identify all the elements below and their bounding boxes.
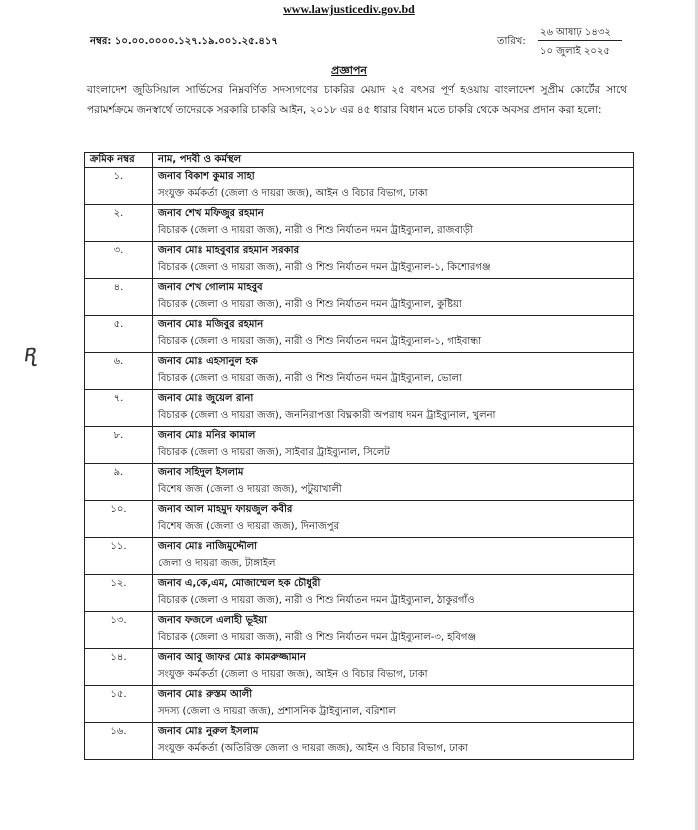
date-divider — [538, 40, 622, 41]
table-row — [85, 538, 634, 575]
table-row — [85, 501, 634, 538]
detail-cell — [153, 316, 634, 353]
table-row — [85, 279, 634, 316]
table-row — [85, 353, 634, 390]
officers-table — [84, 152, 634, 760]
officer-post: বিচারক (জেলা ও দায়রা জজ), নারী ও শিশু নির্যাতন দমন ট্রাইব্যুনাল, ভোলা — [158, 373, 462, 384]
officer-name: জনাব মোঃ মনির কামাল — [158, 430, 256, 441]
detail-cell — [153, 501, 634, 538]
serial-cell: ১২. — [85, 575, 153, 612]
officer-name: জনাব মোঃ নুরুল ইসলাম — [158, 726, 259, 737]
officer-name: জনাব মোঃ মজিবুর রহমান — [158, 319, 264, 330]
detail-cell — [153, 242, 634, 279]
serial-cell: ৭. — [85, 390, 153, 427]
serial-cell: ১৩. — [85, 612, 153, 649]
serial-cell: ৬. — [85, 353, 153, 390]
officer-name: জনাব মোঃ নাজিমুদ্দৌলা — [158, 541, 258, 552]
officer-post: বিচারক (জেলা ও দায়রা জজ), নারী ও শিশু নির্যাতন দমন ট্রাইব্যুনাল-৩, হবিগঞ্জ — [158, 632, 476, 643]
serial-cell: ১০. — [85, 501, 153, 538]
officer-name: জনাব মোঃ এহসানুল হক — [158, 356, 258, 367]
serial-cell: ১৪. — [85, 649, 153, 686]
serial-cell: ৩. — [85, 242, 153, 279]
intro-paragraph: বাংলাদেশ জুডিসিয়াল সার্ভিসের নিম্নবর্ণিত সদস্যগণের চাকরির মেয়াদ ২৫ বৎসর পূর্ণ হওয়ায় বাংলাদেশ সুপ্রীম কোর্টের সাথে পরামর্শক্রমে জনস্বার্থে তাদেরকে সরকারি চাকরি আইন, ২০১৮ এর ৪৫ ধারার বিধান মতে চাকরি থেকে অবসর প্রদান করা হলো: — [87, 84, 627, 116]
officer-post: বিশেষ জজ (জেলা ও দায়রা জজ), পটুয়াখালী — [158, 484, 342, 495]
detail-cell — [153, 205, 634, 242]
officer-name: জনাব এ,কে,এম, মোজাম্মেল হক চৌধুরী — [158, 578, 321, 589]
serial-cell: ২. — [85, 205, 153, 242]
officer-name: জনাব মোঃ রুস্তম আলী — [158, 689, 253, 700]
officer-name: জনাব শেখ গোলাম মাহবুব — [158, 282, 263, 293]
officer-name: জনাব বিকাশ কুমার সাহা — [158, 171, 255, 182]
detail-cell — [153, 427, 634, 464]
detail-cell — [153, 464, 634, 501]
header-name-post: নাম, পদবী ও কর্মস্থল — [153, 153, 634, 168]
officer-post: সংযুক্ত কর্মকর্তা (অতিরিক্ত জেলা ও দায়রা জজ), আইন ও বিচার বিভাগ, ঢাকা — [158, 743, 468, 754]
officer-post: বিচারক (জেলা ও দায়রা জজ), নারী ও শিশু নির্যাতন দমন ট্রাইব্যুনাল, ঠাকুরগাঁও — [158, 595, 475, 606]
date-bangla: ২৬ আষাঢ় ১৪৩২ — [540, 27, 611, 38]
detail-cell — [153, 538, 634, 575]
table-row — [85, 649, 634, 686]
table-row — [85, 205, 634, 242]
officer-post: বিচারক (জেলা ও দায়রা জজ), নারী ও শিশু নির্যাতন দমন ট্রাইব্যুনাল-১, গাইবান্ধা — [158, 336, 482, 347]
serial-cell: ৮. — [85, 427, 153, 464]
officer-name: জনাব মোঃ জুয়েল রানা — [158, 393, 254, 404]
date-gregorian: ১০ জুলাই ২০২৫ — [540, 46, 610, 57]
notification-title: প্রজ্ঞাপন — [331, 64, 367, 77]
officer-post: সংযুক্ত কর্মকর্তা (জেলা ও দায়রা জজ), আইন ও বিচার বিভাগ, ঢাকা — [158, 188, 428, 199]
table-row — [85, 390, 634, 427]
officer-name: জনাব আল মাহমুদ ফায়জুল কবীর — [158, 504, 293, 515]
officer-post: বিচারক (জেলা ও দায়রা জজ), জননিরাপত্তা বিঘ্নকারী অপরাধ দমন ট্রাইব্যুনাল, খুলনা — [158, 410, 496, 421]
detail-cell — [153, 649, 634, 686]
table-row — [85, 723, 634, 760]
table-row — [85, 464, 634, 501]
officer-post: বিচারক (জেলা ও দায়রা জজ), সাইবার ট্রাইব্যুনাল, সিলেট — [158, 447, 390, 458]
officer-post: বিশেষ জজ (জেলা ও দায়রা জজ), দিনাজপুর — [158, 521, 340, 532]
detail-cell — [153, 612, 634, 649]
serial-cell: ৯. — [85, 464, 153, 501]
officer-post: বিচারক (জেলা ও দায়রা জজ), নারী ও শিশু নির্যাতন দমন ট্রাইব্যুনাল, কুষ্টিয়া — [158, 299, 462, 310]
officer-name: জনাব সহিদুল ইসলাম — [158, 467, 244, 478]
handwritten-mark-icon: ꭆ — [20, 338, 37, 368]
officer-post: বিচারক (জেলা ও দায়রা জজ), নারী ও শিশু নির্যাতন দমন ট্রাইব্যুনাল-১, কিশোরগঞ্জ — [158, 262, 491, 273]
detail-cell — [153, 575, 634, 612]
table-row — [85, 316, 634, 353]
detail-cell — [153, 686, 634, 723]
serial-cell: ৫. — [85, 316, 153, 353]
table-row — [85, 612, 634, 649]
officer-post: সংযুক্ত কর্মকর্তা (জেলা ও দায়রা জজ), আইন ও বিচার বিভাগ, ঢাকা — [158, 669, 428, 680]
serial-cell: ১. — [85, 168, 153, 205]
detail-cell — [153, 279, 634, 316]
detail-cell — [153, 723, 634, 760]
table-header-row — [85, 153, 634, 168]
detail-cell — [153, 390, 634, 427]
serial-cell: ১৫. — [85, 686, 153, 723]
header-serial: ক্রমিক নম্বর — [85, 153, 153, 168]
officer-post: সদস্য (জেলা ও দায়রা জজ), প্রশাসনিক ট্রাইব্যুনাল, বরিশাল — [158, 706, 396, 717]
website-link[interactable]: www.lawjusticediv.gov.bd — [283, 2, 415, 16]
officer-name: জনাব মোঃ মাহবুবার রহমান সরকার — [158, 245, 300, 256]
table-row — [85, 242, 634, 279]
officer-post: জেলা ও দায়রা জজ, টাঙ্গাইল — [158, 558, 276, 569]
serial-cell: ৪. — [85, 279, 153, 316]
date-label: তারিখ: — [497, 36, 526, 47]
officer-name: জনাব ফজলে এলাহী ভূইয়া — [158, 615, 268, 626]
table-row — [85, 168, 634, 205]
detail-cell — [153, 353, 634, 390]
table-row — [85, 686, 634, 723]
officer-post: বিচারক (জেলা ও দায়রা জজ), নারী ও শিশু নির্যাতন দমন ট্রাইব্যুনাল, রাজবাড়ী — [158, 225, 473, 236]
detail-cell — [153, 168, 634, 205]
table-row — [85, 575, 634, 612]
serial-cell: ১৬. — [85, 723, 153, 760]
table-row — [85, 427, 634, 464]
officer-name: জনাব আবু জাফর মোঃ কামরুজ্জামান — [158, 652, 306, 663]
serial-cell: ১১. — [85, 538, 153, 575]
officer-name: জনাব শেখ মফিজুর রহমান — [158, 208, 264, 219]
memo-number: নম্বর: ১০.০০.০০০০.১২৭.১৯.০০১.২৫.৪১৭ — [90, 36, 278, 47]
